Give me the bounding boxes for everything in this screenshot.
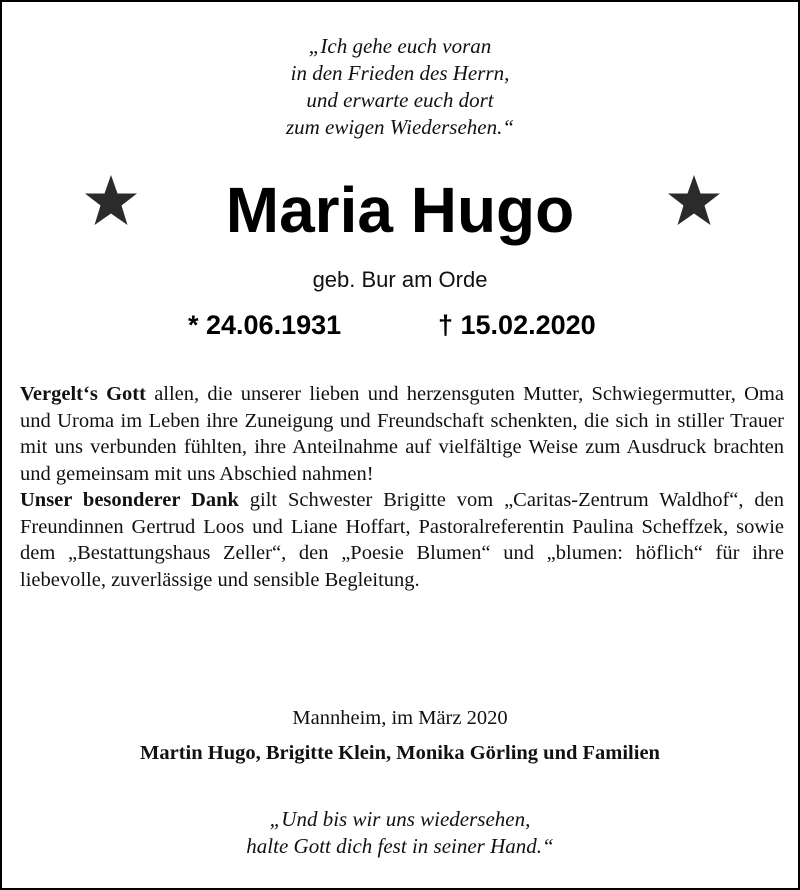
closing-quote — [2, 806, 798, 860]
birth-name: geb. Bur am Orde — [312, 267, 488, 292]
death-date: † 15.02.2020 — [438, 310, 596, 340]
thanks-text: allen, die unserer lieben und herzensguten Mutter, Schwiegermutter, Oma und Uroma im Leben ihre Zuneigung und Freundschaft schenkten, die sich in stiller Trauer mit uns verbunden fühlten, ihre Anteilnahme auf vielfältige Weise zum Ausdruck brachten und gemeinsam mit uns Abschied nahmen! — [20, 383, 784, 485]
special-thanks-paragraph — [20, 487, 784, 593]
quote-line: halte Gott dich fest in seiner Hand.“ — [246, 834, 554, 858]
quote-line: zum ewigen Wiedersehen.“ — [285, 115, 515, 139]
star-icon — [664, 172, 724, 232]
special-thanks-text: gilt Schwester Brigitte vom „Caritas-Zentrum Waldhof“, den Freundinnen Gertrud Loos und Liane Hoffart, Pastoralreferentin Paulina Scheffzek, sowie dem „Bestattungshaus Zeller“, den „Poesie Blumen“ und „blumen: höflich“ für ihre liebevolle, zuverlässige und sensible Begleitung. — [20, 489, 784, 591]
quote-line: und erwarte euch dort — [306, 88, 494, 112]
deceased-name: Maria Hugo — [225, 174, 575, 246]
special-thanks-lead: Unser besonderer Dank — [20, 489, 239, 511]
family-signature: Martin Hugo, Brigitte Klein, Monika Görling und Familien — [140, 742, 660, 764]
opening-quote — [2, 33, 798, 141]
quote-line: „Und bis wir uns wiedersehen, — [269, 807, 531, 831]
thanks-message — [20, 381, 784, 593]
place-date: Mannheim, im März 2020 — [292, 707, 508, 729]
thanks-lead: Vergelt‘s Gott — [20, 383, 146, 405]
quote-line: „Ich gehe euch voran — [308, 34, 492, 58]
quote-line: in den Frieden des Herrn, — [290, 61, 510, 85]
thanks-paragraph — [20, 381, 784, 487]
birth-date: * 24.06.1931 — [188, 310, 342, 340]
